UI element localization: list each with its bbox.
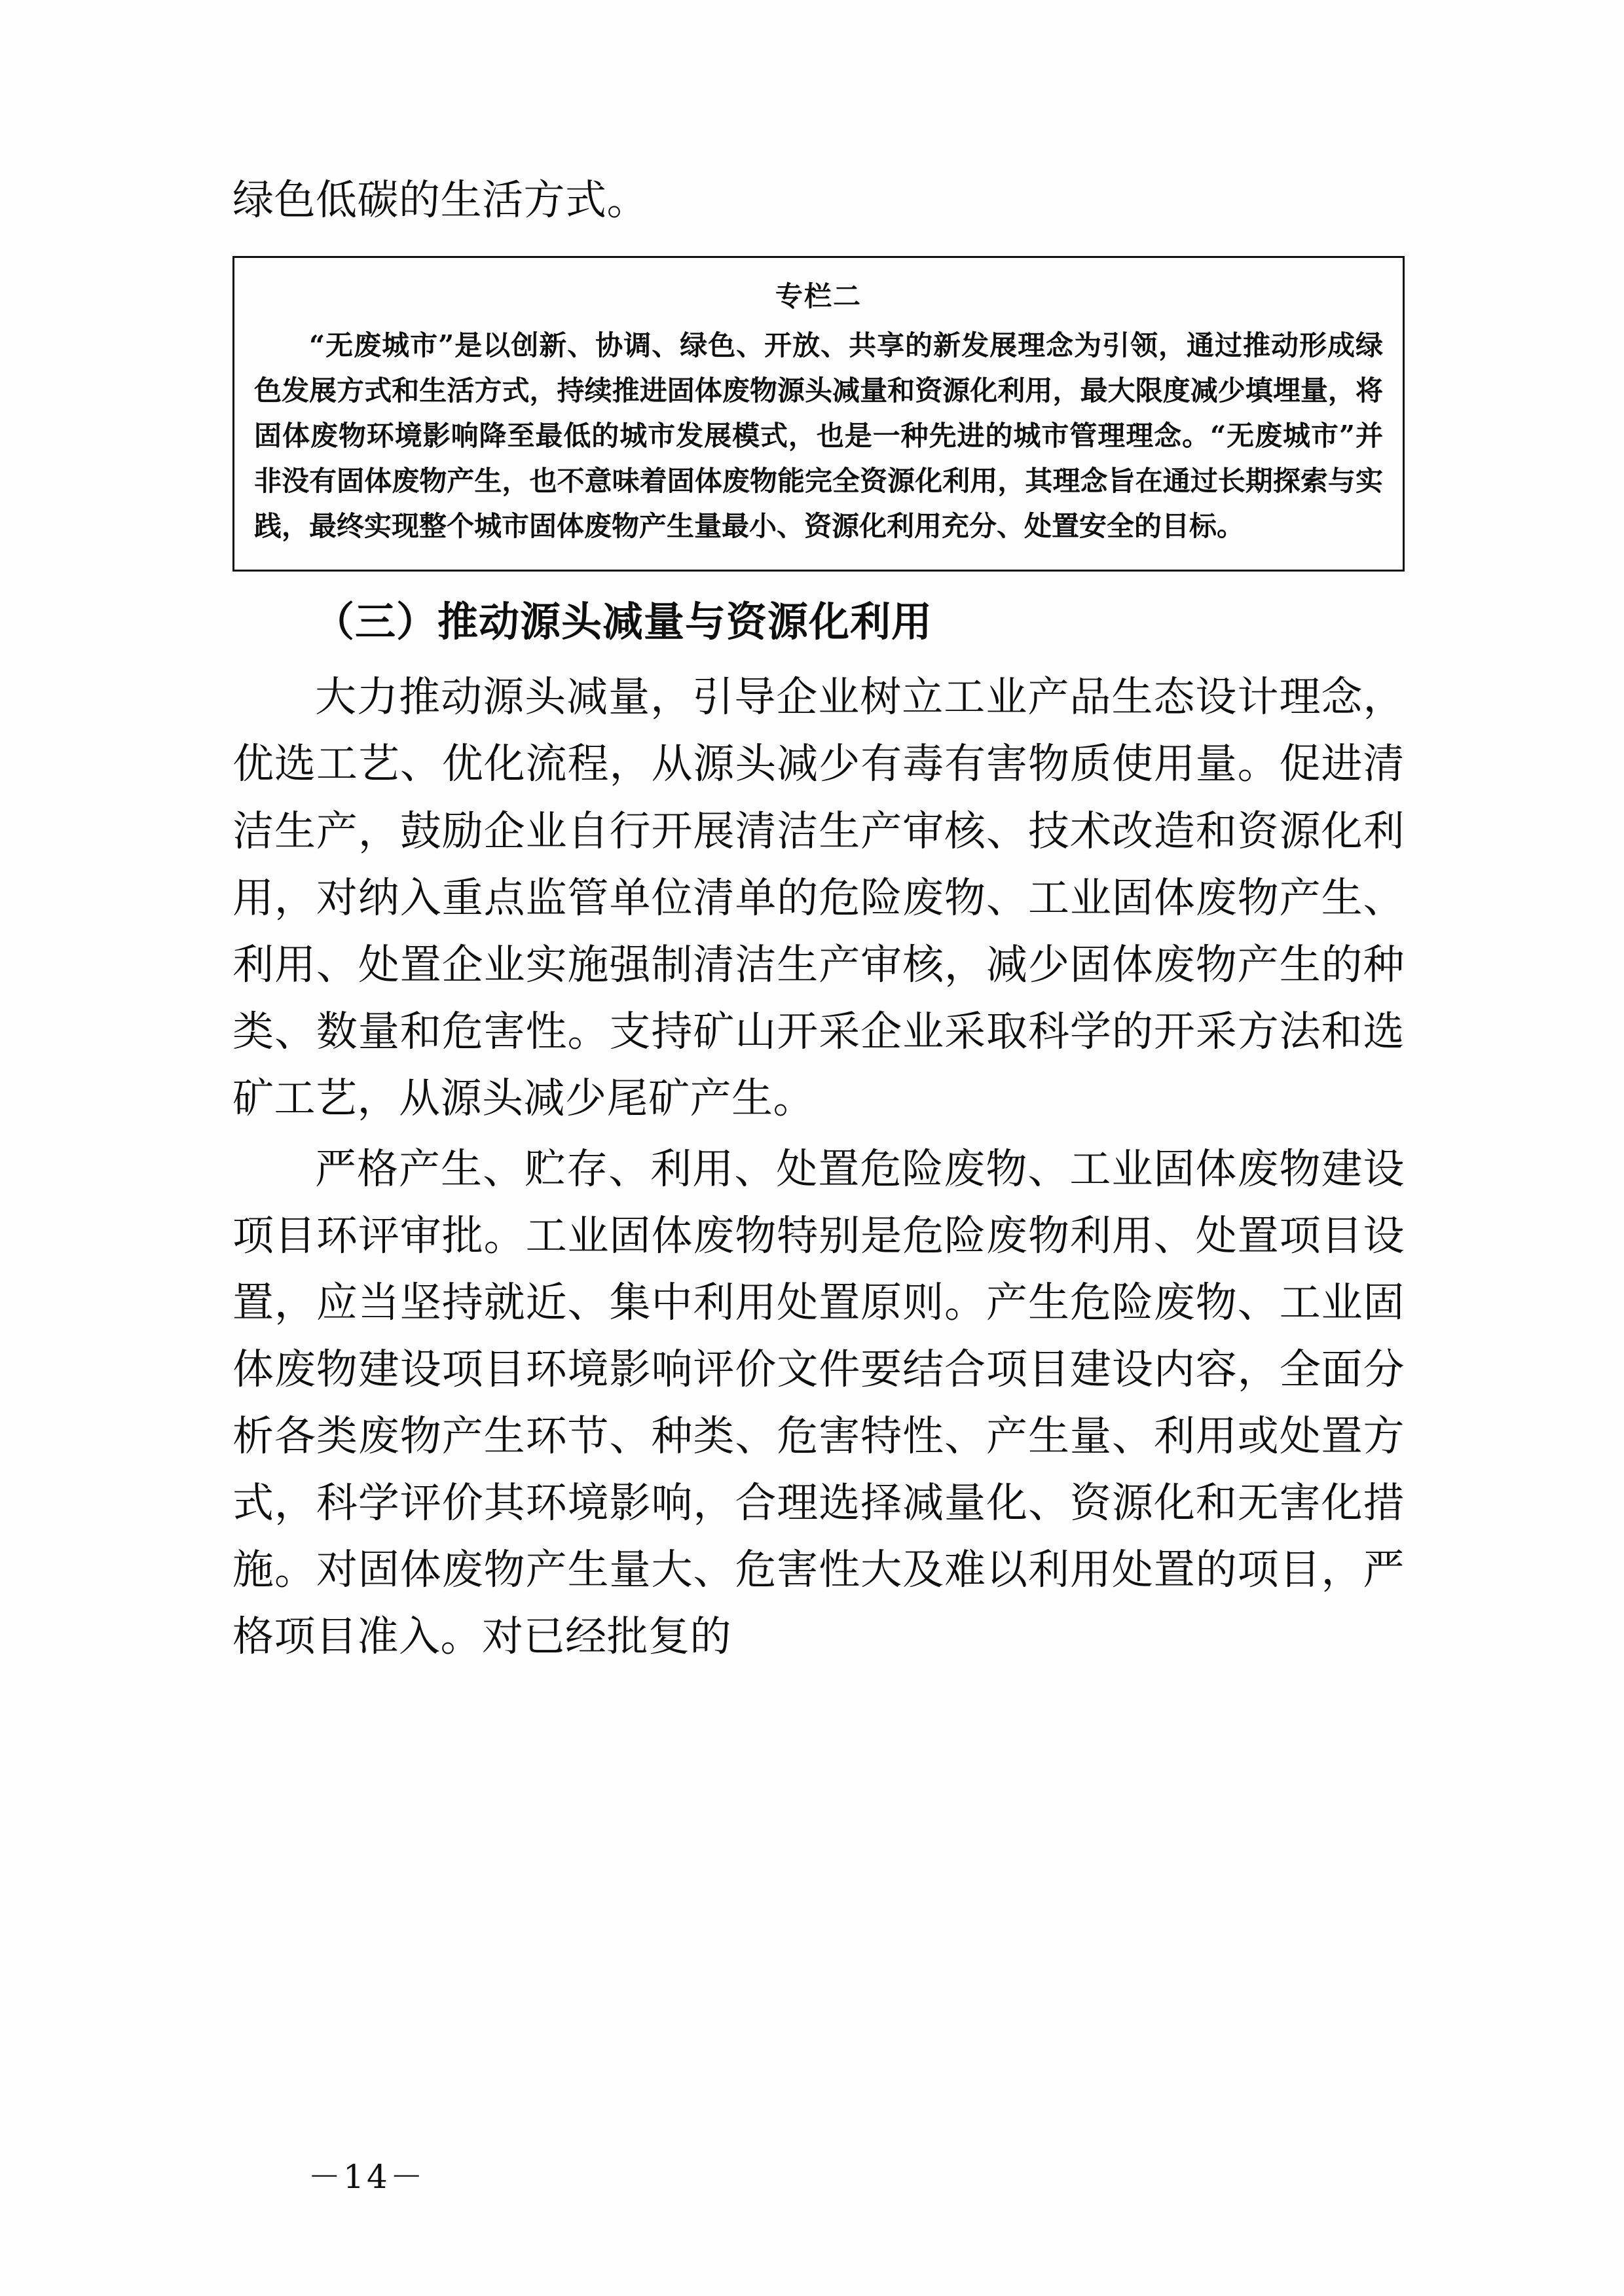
section-heading: （三）推动源头减量与资源化利用 (314, 598, 933, 646)
body-paragraph-1: 大力推动源头减量，引导企业树立工业产品生态设计理念，优选工艺、优化流程，从源头减少有毒有害物质使用量。促进清洁生产，鼓励企业自行开展清洁生产审核、技术改造和资源化利用，对纳入重点监管单位清单的危险废物、工业固体废物产生、利用、处置企业实施强制清洁生产审核，减少固体废物产生的种类、数量和危害性。支持矿山开采企业采取科学的开采方法和选矿工艺，从源头减少尾矿产生。 (232, 673, 1405, 1122)
body-paragraph-2: 严格产生、贮存、利用、处置危险废物、工业固体废物建设项目环评审批。工业固体废物特别是危险废物利用、处置项目设置，应当坚持就近、集中利用处置原则。产生危险废物、工业固体废物建设项目环境影响评价文件要结合项目建设内容，全面分析各类废物产生环节、种类、危害特性、产生量、利用或处置方式，科学评价其环境影响，合理选择减量化、资源化和无害化措施。对固体废物产生量大、危害性大及难以利用处置的项目，严格项目准入。对已经批复的 (232, 1144, 1405, 1661)
callout-body: “无废城市”是以创新、协调、绿色、开放、共享的新发展理念为引领，通过推动形成绿色发展方式和生活方式，持续推进固体废物源头减量和资源化利用，最大限度减少填埋量，将固体废物环境影响降至最低的城市发展模式，也是一种先进的城市管理理念。“无废城市”并非没有固体废物产生，也不意味着固体废物能完全资源化利用，其理念旨在通过长期探索与实践，最终实现整个城市固体废物产生量最小、资源化利用充分、处置安全的目标。 (254, 329, 1383, 542)
page-number: －14－ (308, 2158, 426, 2196)
continued-paragraph: 绿色低碳的生活方式。 (232, 176, 648, 224)
page-footer (0, 2151, 1624, 2198)
callout-box-column-two (232, 256, 1405, 572)
callout-title: 专栏二 (775, 280, 862, 313)
page-content (232, 167, 1405, 1674)
